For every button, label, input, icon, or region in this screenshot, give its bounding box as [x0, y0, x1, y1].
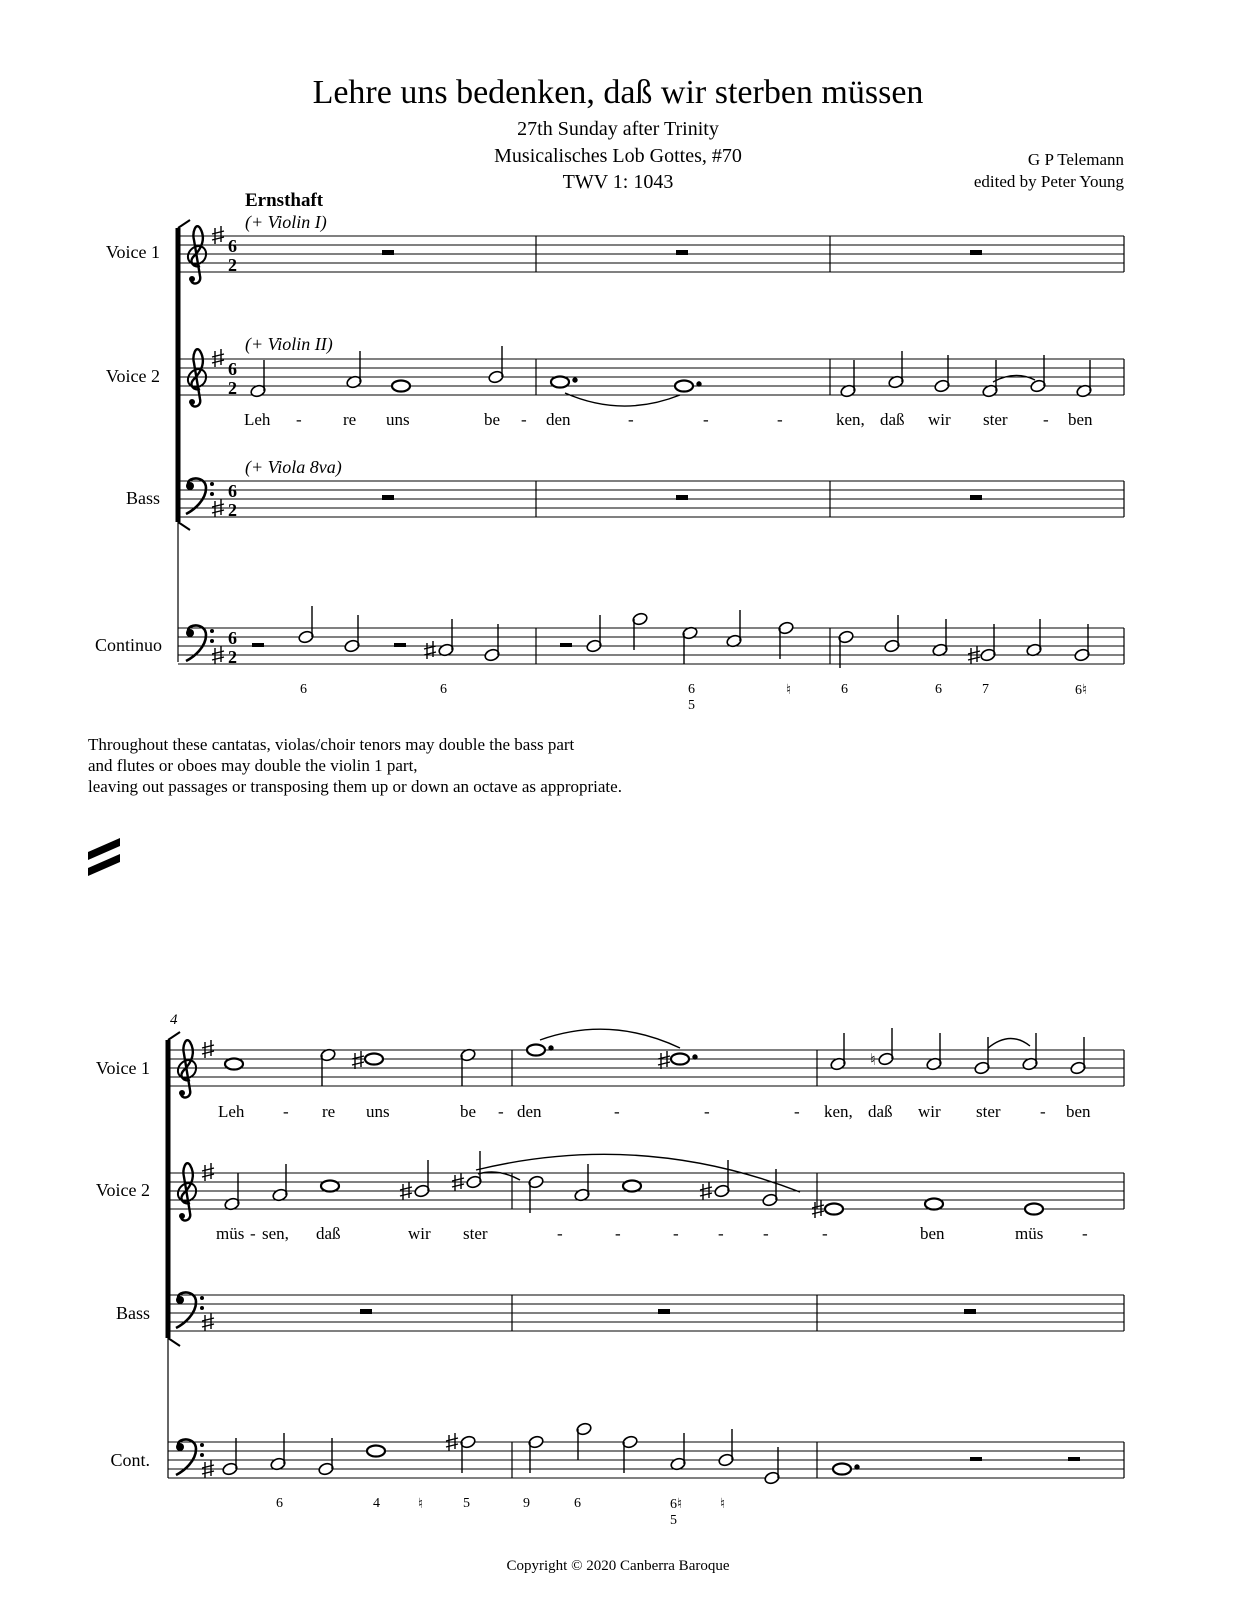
lyric-hyphen: - — [250, 1224, 256, 1243]
measure-number: 4 — [170, 1012, 178, 1028]
lyric-hyphen: - — [498, 1102, 504, 1121]
performance-note-line: Throughout these cantatas, violas/choir tenors may double the bass part — [88, 735, 575, 754]
lyric-syllable: be — [484, 410, 501, 429]
lyric-syllable: ben — [1068, 410, 1093, 429]
figure: 6 — [300, 682, 307, 697]
figure: 4 — [373, 1496, 380, 1511]
lyric-hyphen: - — [615, 1224, 621, 1243]
svg-text:♮: ♮ — [870, 1052, 876, 1069]
part-name-voice1: Voice 1 — [95, 1058, 150, 1078]
score-title: Lehre uns bedenken, daß wir sterben müssen — [312, 74, 924, 111]
figure-natural: ♮ — [720, 1497, 726, 1512]
part-name-voice2: Voice 2 — [95, 1180, 150, 1200]
lyric-syllable: ken, — [824, 1102, 853, 1121]
figure: 6 — [841, 682, 848, 697]
lyric-syllable: müs — [1015, 1224, 1044, 1243]
figure: 6 — [935, 682, 942, 697]
lyric-hyphen: - — [703, 410, 709, 429]
lyric-syllable: re — [322, 1102, 336, 1121]
lyric-hyphen: - — [283, 1102, 289, 1121]
lyric-syllable: den — [546, 410, 571, 429]
tempo-marking: Ernsthaft — [245, 190, 324, 211]
lyric-syllable: Leh — [218, 1102, 245, 1121]
lyric-syllable: daß — [880, 410, 905, 429]
lyric-hyphen: - — [296, 410, 302, 429]
figure: 6 — [276, 1496, 283, 1511]
lyric-syllable: sen, — [262, 1224, 289, 1243]
lyric-hyphen: - — [1043, 410, 1049, 429]
part-name-bass: Bass — [115, 1303, 150, 1323]
instrument-note-viola: (+ Viola 8va) — [245, 457, 342, 477]
lyric-syllable: daß — [868, 1102, 893, 1121]
lyric-hyphen: - — [628, 410, 634, 429]
lyric-syllable: re — [343, 410, 357, 429]
lyric-hyphen: - — [557, 1224, 563, 1243]
part-name-voice2: Voice 2 — [105, 366, 160, 386]
instrument-note-violin2: (+ Violin II) — [245, 334, 333, 354]
lyric-hyphen: - — [1082, 1224, 1088, 1243]
system-1 — [178, 220, 1124, 664]
lyric-hyphen: - — [1040, 1102, 1046, 1121]
svg-text:6: 6 — [228, 236, 237, 256]
figure: 5 — [670, 1513, 677, 1528]
catalog-number: TWV 1: 1043 — [562, 171, 674, 193]
lyric-syllable: wir — [928, 410, 951, 429]
lyric-syllable: uns — [386, 410, 410, 429]
system-separator — [88, 838, 120, 876]
composer-name: G P Telemann — [1027, 150, 1124, 169]
lyric-syllable: ben — [920, 1224, 945, 1243]
svg-text:6: 6 — [228, 481, 237, 501]
svg-text:6: 6 — [228, 359, 237, 379]
lyric-syllable: ster — [983, 410, 1008, 429]
figure-natural: ♮ — [786, 683, 792, 698]
lyric-hyphen: - — [614, 1102, 620, 1121]
lyric-hyphen: - — [673, 1224, 679, 1243]
figure: 5 — [688, 698, 695, 713]
performance-note-line: and flutes or oboes may double the violin 1 part, — [88, 756, 418, 775]
occasion-subtitle: 27th Sunday after Trinity — [517, 118, 719, 140]
lyric-syllable: ster — [976, 1102, 1001, 1121]
figure: 5 — [463, 1496, 470, 1511]
figure: 6♮ — [670, 1497, 683, 1512]
lyric-syllable: ken, — [836, 410, 865, 429]
part-name-continuo-short: Cont. — [110, 1450, 150, 1470]
figure: 6 — [440, 682, 447, 697]
performance-note-line: leaving out passages or transposing them up or down an octave as appropriate. — [88, 777, 622, 796]
lyric-syllable: den — [517, 1102, 542, 1121]
lyric-hyphen: - — [777, 410, 783, 429]
part-name-bass: Bass — [125, 488, 160, 508]
figure: 6 — [688, 682, 695, 697]
lyric-syllable: wir — [918, 1102, 941, 1121]
lyric-hyphen: - — [763, 1224, 769, 1243]
lyric-syllable: wir — [408, 1224, 431, 1243]
lyric-syllable: müs — [216, 1224, 245, 1243]
copyright-notice: Copyright © 2020 Canberra Baroque — [506, 1558, 730, 1574]
svg-text:2: 2 — [228, 255, 237, 275]
lyric-syllable: be — [460, 1102, 477, 1121]
lyric-hyphen: - — [718, 1224, 724, 1243]
lyric-syllable: ster — [463, 1224, 488, 1243]
svg-text:2: 2 — [228, 647, 237, 667]
editor-credit: edited by Peter Young — [973, 172, 1124, 191]
instrument-note-violin1: (+ Violin I) — [245, 212, 327, 232]
lyric-hyphen: - — [521, 410, 527, 429]
lyric-hyphen: - — [704, 1102, 710, 1121]
svg-text:6: 6 — [228, 628, 237, 648]
figure: 9 — [523, 1496, 530, 1511]
lyric-syllable: daß — [316, 1224, 341, 1243]
figure-natural: ♮ — [418, 1497, 424, 1512]
system-2 — [168, 1032, 1124, 1478]
svg-text:2: 2 — [228, 378, 237, 398]
lyric-syllable: Leh — [244, 410, 271, 429]
svg-text:2: 2 — [228, 500, 237, 520]
part-name-voice1: Voice 1 — [105, 242, 160, 262]
figure: 7 — [982, 682, 989, 697]
lyric-hyphen: - — [794, 1102, 800, 1121]
figure: 6♮ — [1075, 683, 1088, 698]
figure: 6 — [574, 1496, 581, 1511]
lyric-hyphen: - — [822, 1224, 828, 1243]
lyric-syllable: uns — [366, 1102, 390, 1121]
collection-subtitle: Musicalisches Lob Gottes, #70 — [494, 145, 742, 167]
part-name-continuo: Continuo — [94, 635, 162, 655]
lyric-syllable: ben — [1066, 1102, 1091, 1121]
